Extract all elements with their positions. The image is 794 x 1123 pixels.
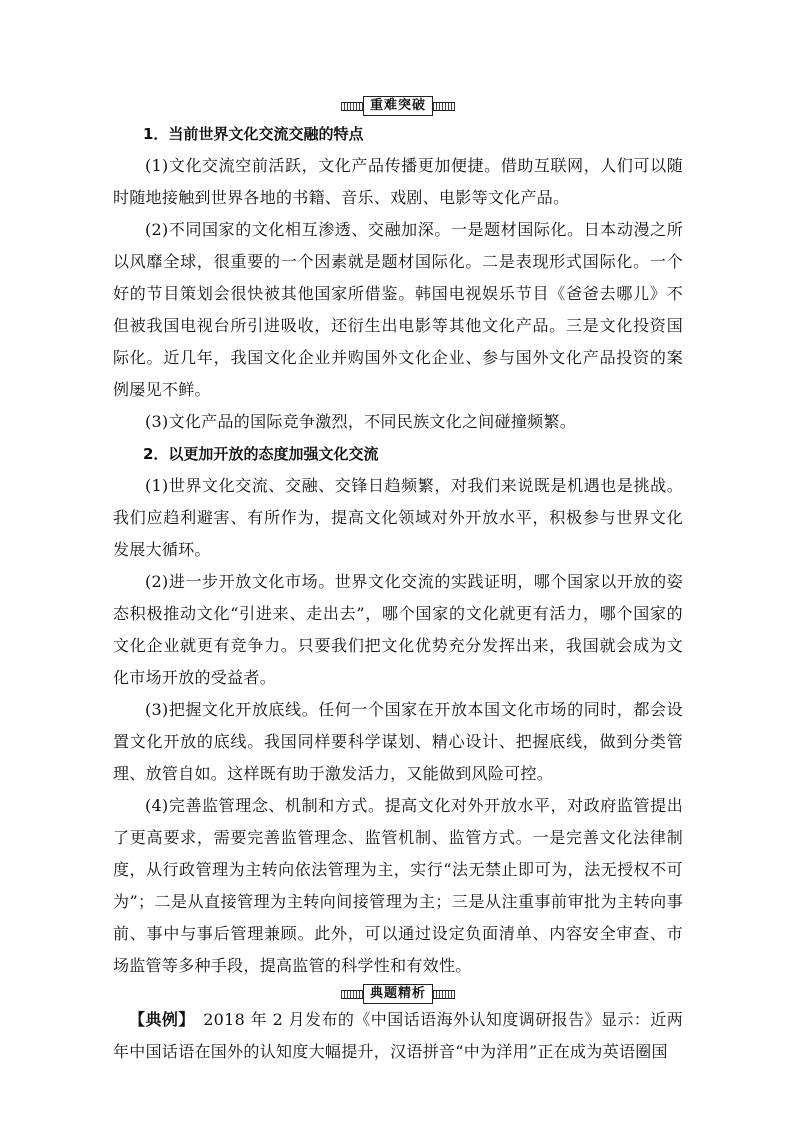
banner-label: 重难突破 [363, 96, 433, 116]
paragraph-2-3: (3)把握文化开放底线。任何一个国家在开放本国文化市场的同时，都会设置文化开放的底线。我国同样要科学谋划、精心设计、把握底线，做到分类管理、放管自如。这样既有助于激发活力，又能做到风险可控。 [113, 700, 683, 783]
banner-decoration-right [433, 102, 455, 111]
banner-decoration-right [433, 990, 455, 999]
heading-1: 1．当前世界文化交流交融的特点 [143, 125, 364, 143]
section-banner-examples [113, 984, 683, 1004]
content-column [113, 96, 683, 1068]
example-paragraph [113, 1004, 683, 1068]
paragraph-1-3: (3)文化产品的国际竞争激烈，不同民族文化之间碰撞频繁。 [145, 412, 577, 431]
heading-2: 2．以更加开放的态度加强文化交流 [143, 445, 379, 463]
section-banner-key-points [113, 96, 683, 116]
banner-decoration-left [341, 102, 363, 111]
example-text: 2018 年 2 月发布的《中国话语海外认知度调研报告》显示：近两年中国话语在国外的认知度大幅提升，汉语拼音“中为洋用”正在成为英语圈国 [113, 1010, 684, 1061]
paragraph-2-2: (2)进一步开放文化市场。世界文化交流的实践证明，哪个国家以开放的姿态积极推动文化“引进来、走出去”，哪个国家的文化就更有活力，哪个国家的文化企业就更有竞争力。只要我们把文化优势充分发挥出来，我国就会成为文化市场开放的受益者。 [113, 572, 683, 687]
banner-decoration-left [341, 990, 363, 999]
example-label: 【典例】 [129, 1010, 187, 1029]
paragraph-1-2: (2)不同国家的文化相互渗透、交融加深。一是题材国际化。日本动漫之所以风靡全球，很重要的一个因素就是题材国际化。二是表现形式国际化。一个好的节目策划会很快被其他国家所借鉴。韩国电视娱乐节目《爸爸去哪儿》不但被我国电视台所引进吸收，还衍生出电影等其他文化产品。三是文化投资国际化。近几年，我国文化企业并购国外文化企业、参与国外文化产品投资的案例屡见不鲜。 [113, 220, 683, 399]
paragraph-2-1: (1)世界文化交流、交融、交锋日趋频繁，对我们来说既是机遇也是挑战。我们应趋利避害、有所作为，提高文化领域对外开放水平，积极参与世界文化发展大循环。 [113, 476, 683, 559]
banner-label: 典题精析 [363, 984, 433, 1004]
paragraph-2-4: (4)完善监管理念、机制和方式。提高文化对外开放水平，对政府监管提出了更高要求，需要完善监管理念、监管机制、监管方式。一是完善文化法律制度，从行政管理为主转向依法管理为主，实行“法无禁止即可为，法无授权不可为”；二是从直接管理为主转向间接管理为主；三是从注重事前审批为主转向事前、事中与事后管理兼顾。此外，可以通过设定负面清单、内容安全审查、市场监管等多种手段，提高监管的科学性和有效性。 [113, 796, 683, 975]
paragraph-1-1: (1)文化交流空前活跃，文化产品传播更加便捷。借助互联网，人们可以随时随地接触到世界各地的书籍、音乐、戏剧、电影等文化产品。 [113, 156, 683, 207]
